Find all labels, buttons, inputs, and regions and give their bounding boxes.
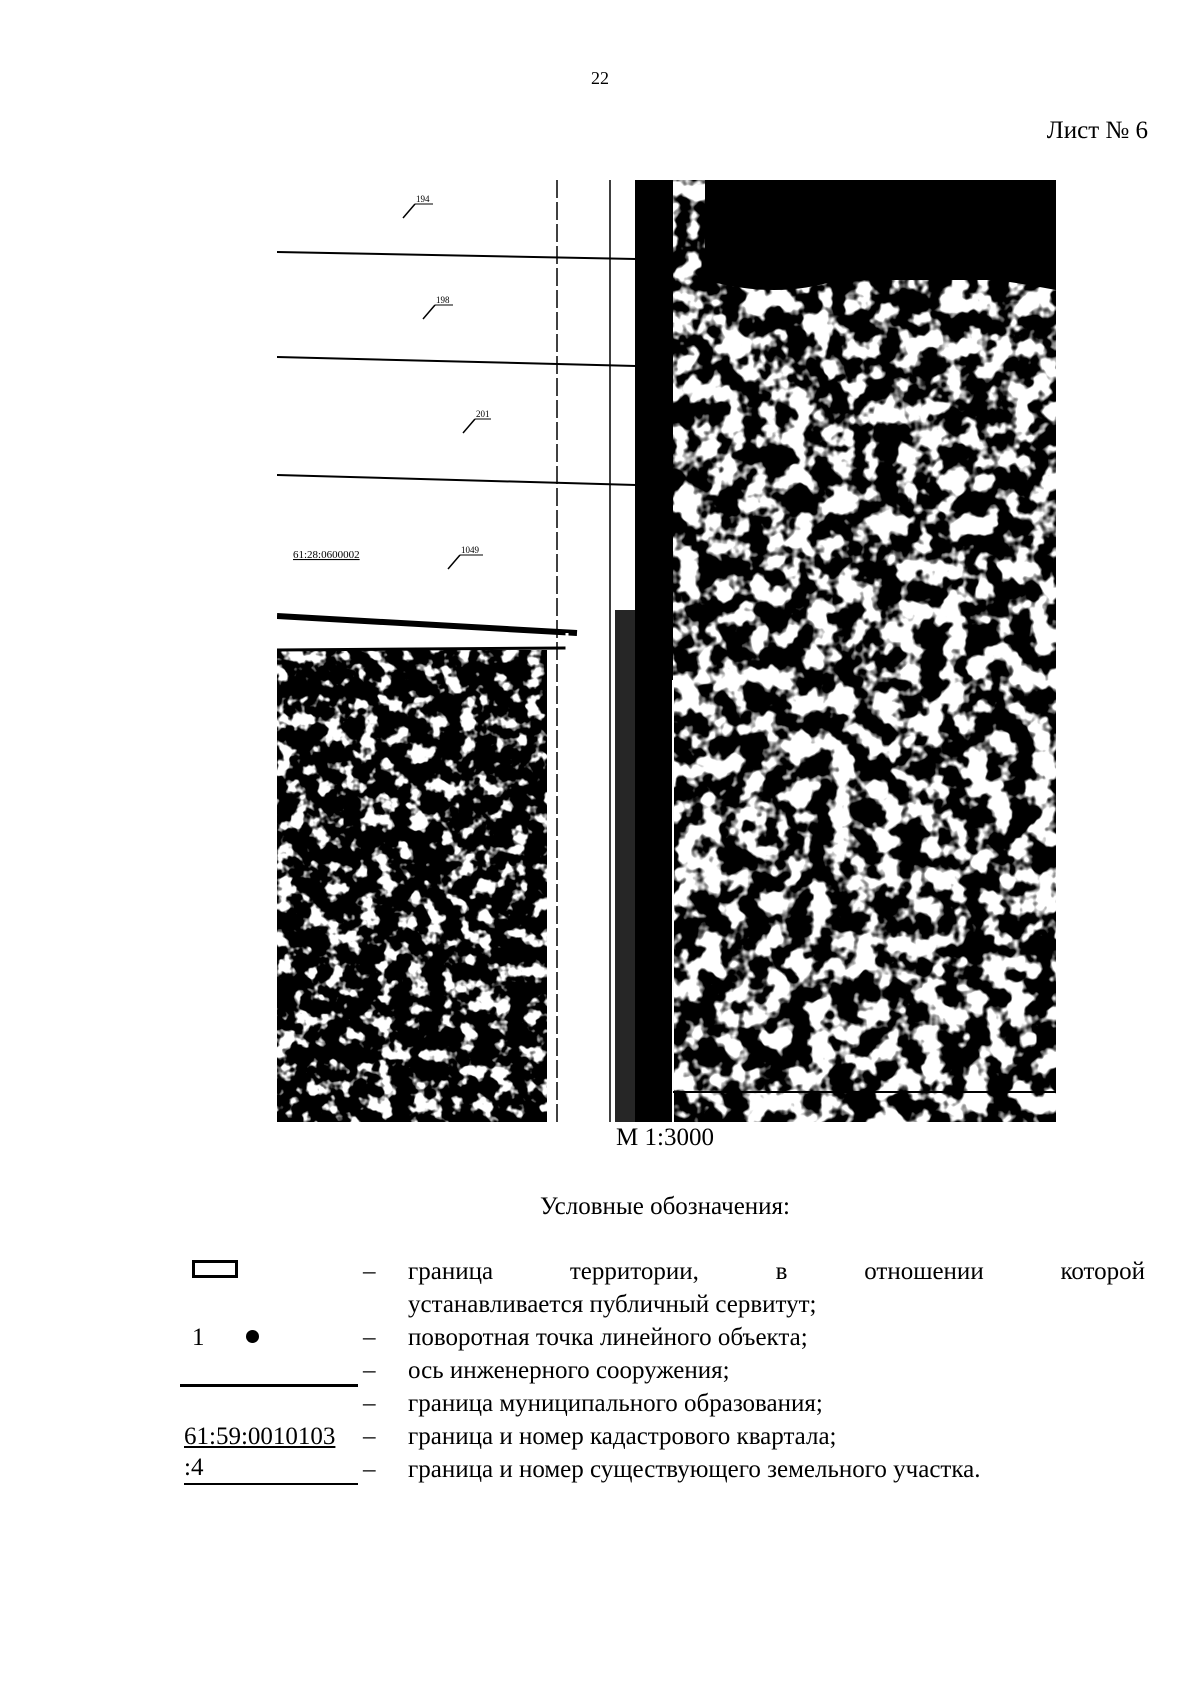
svg-text:1049: 1049 [461,545,479,555]
svg-text:194: 194 [416,194,430,204]
legend-item-axis: – ось инженерного сооружения; [363,1357,730,1384]
legend-item-cadastral-quarter: 61:59:0010103 – граница и номер кадастрового квартала; [184,1423,837,1450]
point-symbol-icon [246,1330,259,1343]
sheet-label: Лист № 6 [1046,117,1148,144]
svg-text:198: 198 [436,295,450,305]
legend-item-servitude-boundary-cont: устанавливается публичный сервитут; [408,1291,817,1318]
legend-item-servitude-boundary: – граница территории, в отношении которой [180,1255,1145,1288]
legend-item-turning-point: 1 – поворотная точка линейного объекта; [192,1324,808,1351]
rectangle-symbol-icon [192,1260,238,1278]
legend-title: Условные обозначения: [539,1193,791,1220]
legend [180,1255,1145,1486]
legend-item-land-parcel: :4 – граница и номер существующего земельного участка. [184,1454,981,1483]
map-scale: М 1:3000 [616,1124,714,1151]
page-number: 22 [591,68,609,88]
line-symbol-icon [180,1384,358,1387]
aerial-map [277,180,1056,1122]
svg-text:201: 201 [476,409,490,419]
legend-item-municipal-boundary: – граница муниципального образования; [180,1387,1145,1420]
cadastral-quarter-label: 61:28:0600002 [293,549,360,561]
